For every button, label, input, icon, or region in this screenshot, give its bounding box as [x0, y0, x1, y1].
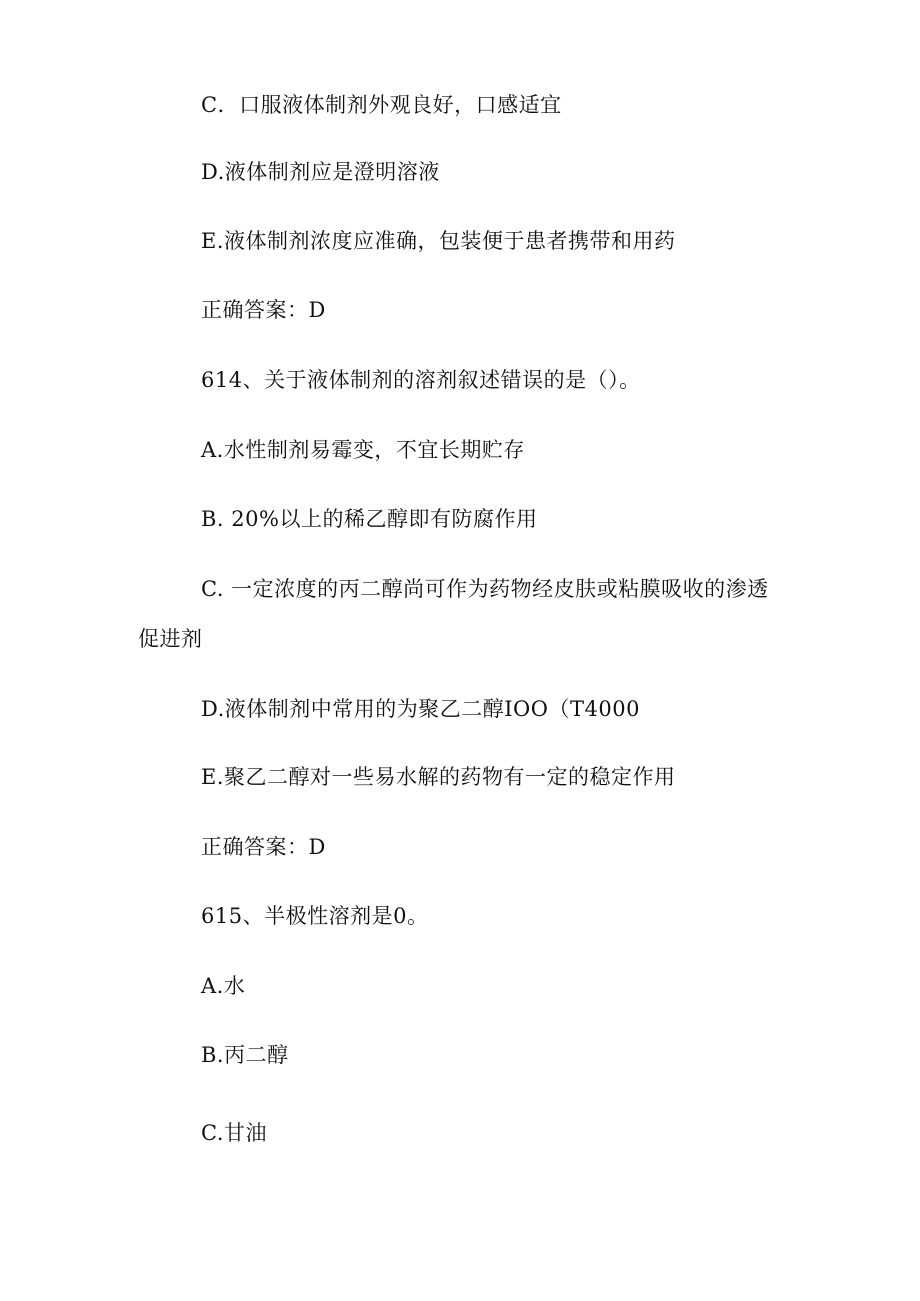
- q614-option-e: E.聚乙二醇对一些易水解的药物有一定的稳定作用: [201, 765, 676, 789]
- q614-question: 614、关于液体制剂的溶剂叙述错误的是（）。: [201, 368, 641, 392]
- q615-option-b: B.丙二醇: [201, 1043, 289, 1067]
- q615-option-a: A.水: [201, 974, 246, 998]
- q614-option-a: A.水性制剂易霉变，不宜长期贮存: [201, 438, 525, 462]
- q614-option-b: B. 20%以上的稀乙醇即有防腐作用: [201, 507, 538, 531]
- q614-option-d: D.液体制剂中常用的为聚乙二醇IOO（T4000: [201, 697, 640, 721]
- q613-option-e: E.液体制剂浓度应准确，包装便于患者携带和用药: [201, 229, 676, 253]
- q613-option-d: D.液体制剂应是澄明溶液: [201, 160, 440, 184]
- q614-answer: 正确答案：D: [201, 835, 326, 859]
- q615-option-c: C.甘油: [201, 1121, 267, 1145]
- q614-option-c-line2: 促进剂: [138, 627, 203, 651]
- q615-question: 615、半极性溶剂是0。: [201, 904, 429, 928]
- q613-answer: 正确答案：D: [201, 298, 326, 322]
- q614-option-c-line1: C. 一定浓度的丙二醇尚可作为药物经皮肤或粘膜吸收的渗透: [201, 577, 769, 601]
- q613-option-c: C．口服液体制剂外观良好，口感适宜: [201, 93, 562, 117]
